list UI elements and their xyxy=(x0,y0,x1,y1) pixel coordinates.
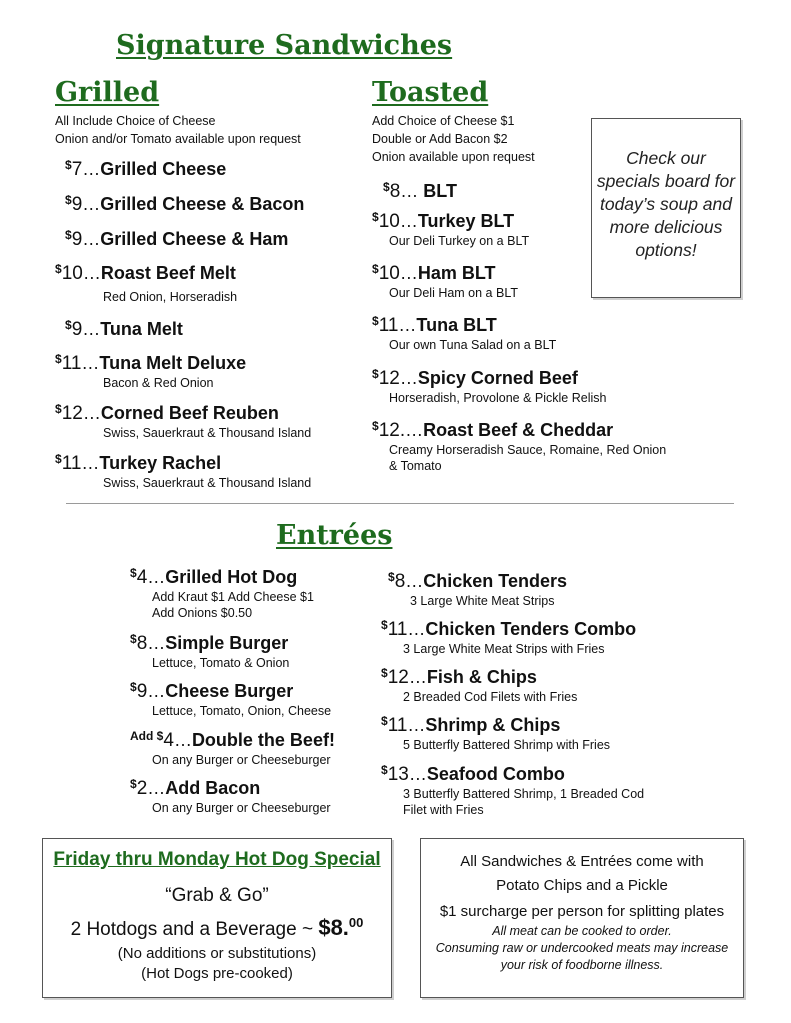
menu-item xyxy=(55,348,246,391)
menu-item xyxy=(65,154,226,181)
hotdog-note: (No additions or substitutions) xyxy=(117,945,317,962)
grilled-note: All Include Choice of Cheese xyxy=(55,114,216,128)
menu-item-description: Red Onion, Horseradish xyxy=(103,290,238,304)
menu-item-name: Spicy Corned Beef xyxy=(417,368,578,388)
menu-item xyxy=(372,206,529,249)
menu-item-line xyxy=(388,566,567,593)
info-box xyxy=(420,838,744,998)
menu-item-price: 8 xyxy=(136,633,148,654)
menu-item xyxy=(65,189,304,216)
menu-item-dots: … xyxy=(400,181,424,201)
menu-item-description: Swiss, Sauerkraut & Thousand Island xyxy=(103,476,312,490)
menu-item-dots: … xyxy=(408,764,427,784)
dollar-sign: $ xyxy=(130,632,137,646)
menu-item-name: BLT xyxy=(423,181,457,201)
menu-item-line xyxy=(130,676,331,703)
menu-item-price: 2 xyxy=(136,778,148,799)
dollar-sign: $ xyxy=(55,262,62,276)
dollar-sign: $ xyxy=(372,210,379,224)
menu-item-line xyxy=(65,154,226,181)
menu-item-line xyxy=(372,415,666,442)
menu-item-description: 3 Large White Meat Strips xyxy=(410,594,555,608)
menu-item xyxy=(381,662,577,705)
menu-item-dots: … xyxy=(398,315,417,335)
dollar-sign: $ xyxy=(388,570,395,584)
menu-item-dots: … xyxy=(408,667,427,687)
menu-item-line xyxy=(372,363,606,390)
menu-item-price: 4 xyxy=(136,567,148,588)
menu-item-dots: … xyxy=(407,619,426,639)
menu-item-line xyxy=(130,725,335,752)
menu-item-description: Filet with Fries xyxy=(403,803,484,817)
menu-item-dots: … xyxy=(147,567,166,587)
menu-item-description: On any Burger or Cheeseburger xyxy=(152,801,331,815)
menu-item-description: & Tomato xyxy=(389,459,442,473)
menu-item-line xyxy=(381,614,636,641)
menu-item xyxy=(65,314,183,341)
menu-item-line xyxy=(65,189,304,216)
menu-item-name: Grilled Cheese & Bacon xyxy=(100,194,305,214)
dollar-sign: $ xyxy=(55,352,62,366)
menu-item-name: Simple Burger xyxy=(165,633,289,653)
menu-item-name: Turkey Rachel xyxy=(99,453,222,473)
menu-item-line xyxy=(372,310,556,337)
menu-item-dots: … xyxy=(399,368,418,388)
toasted-note: Add Choice of Cheese $1 xyxy=(372,114,515,128)
menu-item-line xyxy=(130,628,289,655)
dollar-sign: $ xyxy=(65,158,72,172)
menu-item-name: Tuna BLT xyxy=(416,315,497,335)
hotdog-special-box xyxy=(42,838,392,998)
menu-item-price: 11 xyxy=(387,715,408,736)
menu-item-price: 10 xyxy=(61,263,83,284)
menu-item xyxy=(65,224,288,251)
dollar-sign: $ xyxy=(55,402,62,416)
menu-item xyxy=(130,562,314,621)
menu-item-line xyxy=(372,258,518,285)
menu-item xyxy=(130,773,331,816)
menu-item xyxy=(130,725,335,768)
specials-line: more delicious xyxy=(609,217,723,237)
hotdog-offer xyxy=(43,915,391,941)
dollar-sign: $ xyxy=(381,763,388,777)
menu-item-line xyxy=(381,662,577,689)
hotdog-special-title: Friday thru Monday Hot Dog Special xyxy=(53,849,381,870)
entrees-heading: Entrées xyxy=(276,520,393,551)
menu-item-dots: … xyxy=(399,263,418,283)
menu-item-name: Chicken Tenders Combo xyxy=(425,619,637,639)
menu-item-dots: … xyxy=(399,211,418,231)
hotdog-offer-cents: 00 xyxy=(348,915,364,930)
menu-item-price: 4 xyxy=(163,730,174,751)
dollar-sign: $ xyxy=(372,419,379,433)
menu-item-price: 7 xyxy=(71,159,83,180)
grilled-note: Onion and/or Tomato available upon request xyxy=(55,132,301,146)
menu-item-dots: … xyxy=(147,778,166,798)
toasted-note: Double or Add Bacon $2 xyxy=(372,132,508,146)
dollar-sign: $ xyxy=(130,777,137,791)
dollar-sign: $ xyxy=(130,680,137,694)
menu-item-name: Turkey BLT xyxy=(417,211,515,231)
menu-item-line xyxy=(130,773,331,800)
menu-item-line xyxy=(372,206,529,233)
menu-item xyxy=(130,676,331,719)
menu-item-dots: … xyxy=(173,730,192,750)
specials-board-box xyxy=(591,118,741,298)
menu-item-price: 11 xyxy=(387,619,408,640)
menu-item-price: 9 xyxy=(71,194,83,215)
dollar-sign: $ xyxy=(65,318,72,332)
toasted-note: Onion available upon request xyxy=(372,150,535,164)
menu-item-line xyxy=(55,448,311,475)
menu-item-line xyxy=(130,562,314,589)
menu-item-price: 8 xyxy=(389,181,401,202)
menu-item-line xyxy=(55,258,237,285)
menu-item xyxy=(383,176,457,203)
menu-item-line xyxy=(381,710,610,737)
menu-item-description: Add Kraut $1 Add Cheese $1 xyxy=(152,590,314,604)
menu-item-line xyxy=(55,348,246,375)
menu-item-line xyxy=(55,398,311,425)
menu-item-name: Tuna Melt Deluxe xyxy=(99,353,247,373)
menu-item-name: Add Bacon xyxy=(165,778,261,798)
toasted-heading: Toasted xyxy=(372,77,489,108)
menu-item-description: Our own Tuna Salad on a BLT xyxy=(389,338,557,352)
menu-item-price: 11 xyxy=(61,353,82,374)
menu-item-price: 10 xyxy=(378,211,400,232)
menu-item-name: Grilled Cheese & Ham xyxy=(100,229,289,249)
menu-item xyxy=(130,628,289,671)
menu-item-price: 12. xyxy=(378,420,406,441)
specials-text xyxy=(592,147,740,262)
menu-item-description: Creamy Horseradish Sauce, Romaine, Red Onion xyxy=(389,443,667,457)
menu-item-description: Our Deli Turkey on a BLT xyxy=(389,234,530,248)
menu-item xyxy=(372,258,518,301)
menu-item-price: 11 xyxy=(378,315,399,336)
dollar-sign: $ xyxy=(156,729,164,743)
menu-item-dots: … xyxy=(82,229,101,249)
menu-item-name: Cheese Burger xyxy=(165,681,294,701)
menu-item-name: Seafood Combo xyxy=(426,764,565,784)
menu-item-description: On any Burger or Cheeseburger xyxy=(152,753,331,767)
menu-item-dots: … xyxy=(405,571,424,591)
menu-item-dots: … xyxy=(82,319,101,339)
dollar-sign: $ xyxy=(372,262,379,276)
menu-item-price: 12 xyxy=(387,667,409,688)
menu-item-dots: … xyxy=(147,633,166,653)
menu-item-line xyxy=(65,314,183,341)
specials-line: Check our xyxy=(626,148,706,168)
dollar-sign: $ xyxy=(55,452,62,466)
info-line: $1 surcharge per person for splitting plates xyxy=(439,903,725,920)
specials-line: options! xyxy=(635,240,697,260)
menu-item-dots: … xyxy=(82,263,101,283)
menu-item xyxy=(55,258,237,305)
menu-item-name: Roast Beef & Cheddar xyxy=(423,420,614,440)
page-title: Signature Sandwiches xyxy=(116,30,453,61)
menu-item-dots: … xyxy=(147,681,166,701)
menu-item-price: 9 xyxy=(71,229,83,250)
dollar-sign: $ xyxy=(372,367,379,381)
dollar-sign: $ xyxy=(65,228,72,242)
info-line: Potato Chips and a Pickle xyxy=(496,877,668,894)
menu-item-dots: … xyxy=(81,453,100,473)
menu-item-line xyxy=(381,759,644,786)
menu-item-dots: … xyxy=(407,715,426,735)
specials-line: today’s soup and xyxy=(599,194,732,214)
menu-item xyxy=(381,759,644,818)
menu-item-price: 8 xyxy=(394,571,406,592)
menu-item-description: Add Onions $0.50 xyxy=(152,606,253,620)
hotdog-offer-price: $8. xyxy=(318,915,349,940)
menu-item-name: Corned Beef Reuben xyxy=(100,403,279,423)
menu-item-name: Ham BLT xyxy=(417,263,496,283)
menu-item xyxy=(388,566,567,609)
price-prefix: Add xyxy=(130,729,157,743)
menu-item xyxy=(381,614,636,657)
dollar-sign: $ xyxy=(65,193,72,207)
info-italic: All meat can be cooked to order. xyxy=(492,924,672,938)
menu-item-dots: … xyxy=(82,159,101,179)
menu-item xyxy=(381,710,610,753)
menu-item-price: 9 xyxy=(71,319,83,340)
dollar-sign: $ xyxy=(383,180,390,194)
dollar-sign: $ xyxy=(381,618,388,632)
menu-item-dots: … xyxy=(82,403,101,423)
menu-item-description: Swiss, Sauerkraut & Thousand Island xyxy=(103,426,312,440)
info-line: All Sandwiches & Entrées come with xyxy=(460,853,704,870)
menu-item-name: Double the Beef! xyxy=(191,730,335,750)
menu-item-name: Roast Beef Melt xyxy=(100,263,236,283)
menu-item-name: Shrimp & Chips xyxy=(425,715,561,735)
menu-item-description: Our Deli Ham on a BLT xyxy=(389,286,518,300)
grab-and-go: “Grab & Go” xyxy=(165,885,269,906)
menu-item-dots: … xyxy=(82,194,101,214)
menu-item-description: 3 Large White Meat Strips with Fries xyxy=(403,642,605,656)
info-italic: your risk of foodborne illness. xyxy=(500,958,664,972)
menu-item-description: Bacon & Red Onion xyxy=(103,376,214,390)
menu-item-price: 11 xyxy=(61,453,82,474)
info-italic: Consuming raw or undercooked meats may increase xyxy=(435,941,729,955)
menu-item-dots: … xyxy=(81,353,100,373)
menu-item-description: 5 Butterfly Battered Shrimp with Fries xyxy=(403,738,611,752)
hotdog-note: (Hot Dogs pre-cooked) xyxy=(141,965,293,982)
menu-item-name: Grilled Cheese xyxy=(100,159,227,179)
grilled-notes xyxy=(55,112,301,148)
toasted-notes xyxy=(372,112,535,166)
menu-item-dots: … xyxy=(405,420,424,440)
section-divider xyxy=(66,503,734,504)
dollar-sign: $ xyxy=(372,314,379,328)
menu-item-description: Lettuce, Tomato & Onion xyxy=(152,656,290,670)
menu-item xyxy=(372,310,556,353)
menu-item-description: Lettuce, Tomato, Onion, Cheese xyxy=(152,704,332,718)
menu-item-name: Chicken Tenders xyxy=(423,571,567,591)
menu-item xyxy=(55,398,311,441)
menu-item-description: 2 Breaded Cod Filets with Fries xyxy=(403,690,578,704)
menu-item-price: 13 xyxy=(387,764,409,785)
menu-item-name: Tuna Melt xyxy=(100,319,183,339)
menu-item xyxy=(372,363,606,406)
menu-item-price: 12 xyxy=(378,368,400,389)
hotdog-offer-text: 2 Hotdogs and a Beverage ~ xyxy=(70,919,319,940)
menu-item xyxy=(372,415,666,474)
menu-item-line xyxy=(383,176,457,203)
dollar-sign: $ xyxy=(381,666,388,680)
menu-item-price: 12 xyxy=(61,403,83,424)
menu-item xyxy=(55,448,311,491)
menu-item-name: Fish & Chips xyxy=(426,667,537,687)
dollar-sign: $ xyxy=(381,714,388,728)
dollar-sign: $ xyxy=(130,566,137,580)
menu-item-price: 9 xyxy=(136,681,148,702)
menu-item-line xyxy=(65,224,288,251)
menu-item-description: Horseradish, Provolone & Pickle Relish xyxy=(389,391,607,405)
menu-item-price: 10 xyxy=(378,263,400,284)
menu-item-description: 3 Butterfly Battered Shrimp, 1 Breaded Cod xyxy=(403,787,645,801)
menu-item-name: Grilled Hot Dog xyxy=(165,567,298,587)
specials-line: specials board for xyxy=(596,171,736,191)
grilled-heading: Grilled xyxy=(55,77,160,108)
